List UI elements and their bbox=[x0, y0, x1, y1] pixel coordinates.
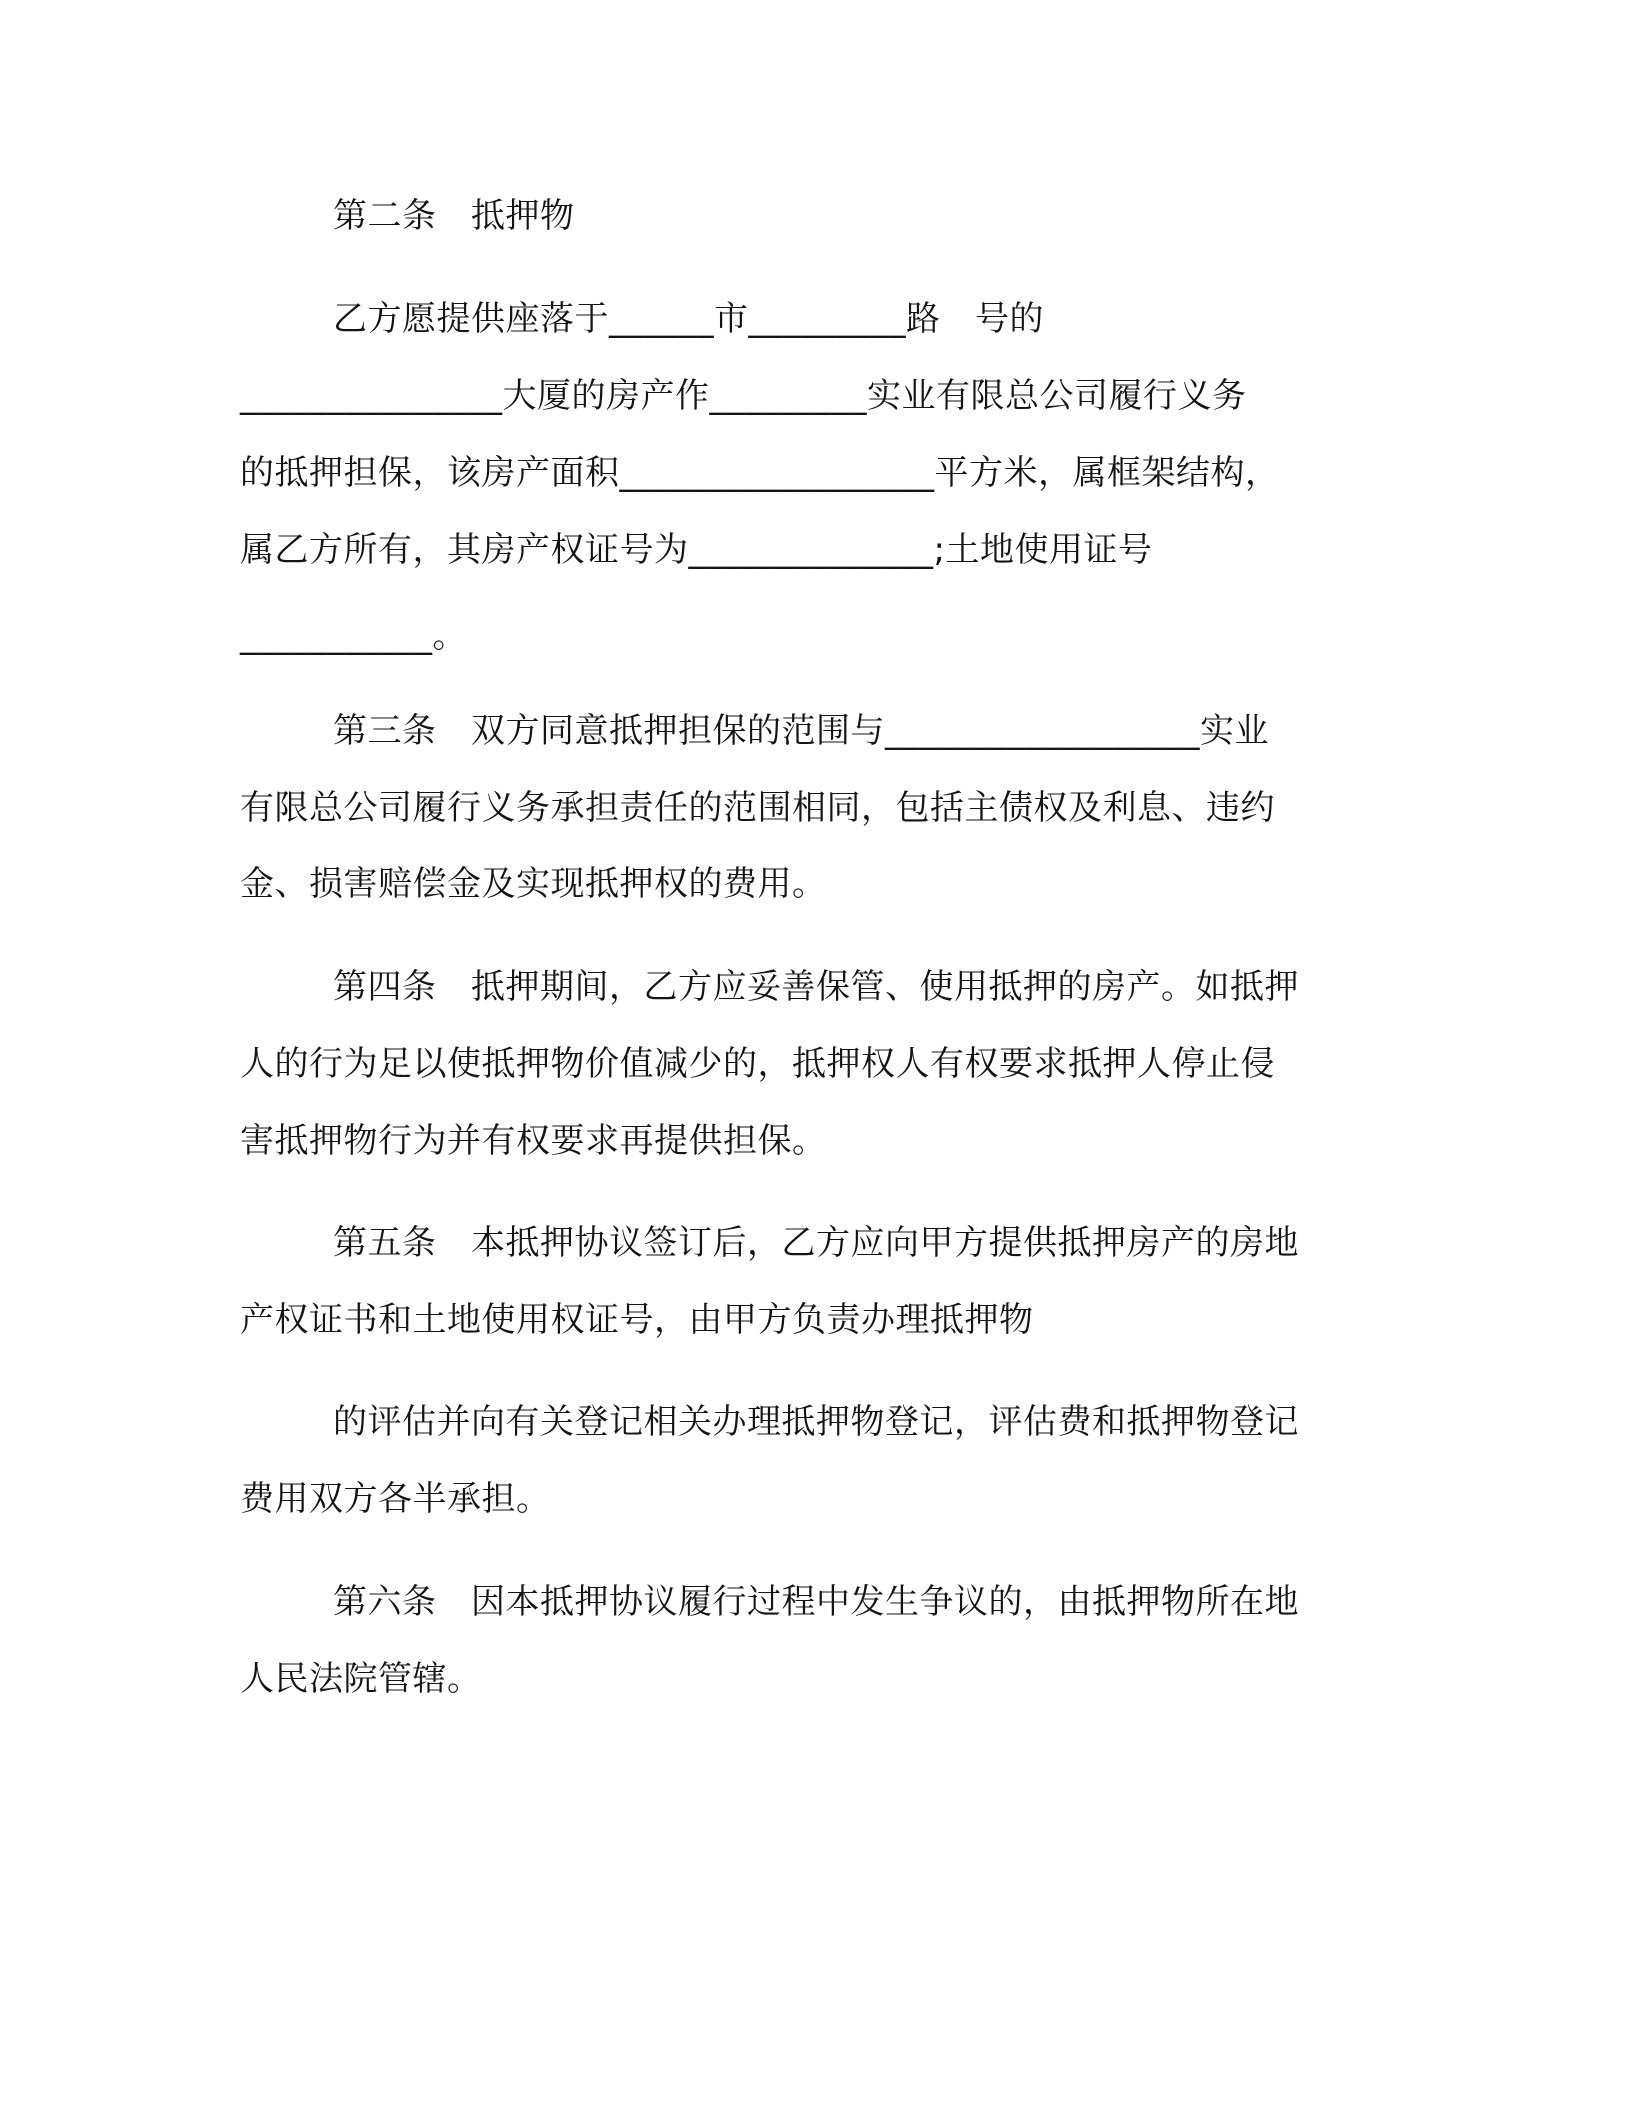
article-2-line-1: 乙方愿提供座落于______市_________路 号的 bbox=[333, 299, 1044, 339]
article-3-line-2: 有限总公司履行义务承担责任的范围相同，包括主债权及利息、违约 bbox=[240, 788, 1275, 828]
article-2-line-3: 的抵押担保，该房产面积__________________平方米，属框架结构， bbox=[240, 453, 1280, 493]
article-5-line-4: 费用双方各半承担。 bbox=[240, 1479, 551, 1519]
article-2-line-2: _______________大厦的房产作_________实业有限总公司履行义务 bbox=[240, 376, 1247, 416]
article-4-line-3: 害抵押物行为并有权要求再提供担保。 bbox=[240, 1121, 827, 1161]
article-4-line-1: 第四条 抵押期间，乙方应妥善保管、使用抵押的房产。如抵押 bbox=[333, 967, 1299, 1007]
article-2-line-5: ___________。 bbox=[240, 616, 467, 656]
article-6-line-2: 人民法院管辖。 bbox=[240, 1659, 482, 1699]
article-5-line-2: 产权证书和土地使用权证号，由甲方负责办理抵押物 bbox=[240, 1300, 1034, 1340]
article-5-line-3: 的评估并向有关登记相关办理抵押物登记，评估费和抵押物登记 bbox=[333, 1402, 1299, 1442]
article-4-line-2: 人的行为足以使抵押物价值减少的，抵押权人有权要求抵押人停止侵 bbox=[240, 1044, 1275, 1084]
article-2-heading: 第二条 抵押物 bbox=[333, 196, 575, 236]
article-5-line-1: 第五条 本抵押协议签订后，乙方应向甲方提供抵押房产的房地 bbox=[333, 1223, 1299, 1263]
article-6-line-1: 第六条 因本抵押协议履行过程中发生争议的，由抵押物所在地 bbox=[333, 1582, 1299, 1622]
article-3-line-1: 第三条 双方同意抵押担保的范围与__________________实业 bbox=[333, 711, 1269, 751]
article-3-line-3: 金、损害赔偿金及实现抵押权的费用。 bbox=[240, 864, 827, 904]
article-2-line-4: 属乙方所有，其房产权证号为______________;土地使用证号 bbox=[240, 530, 1153, 570]
